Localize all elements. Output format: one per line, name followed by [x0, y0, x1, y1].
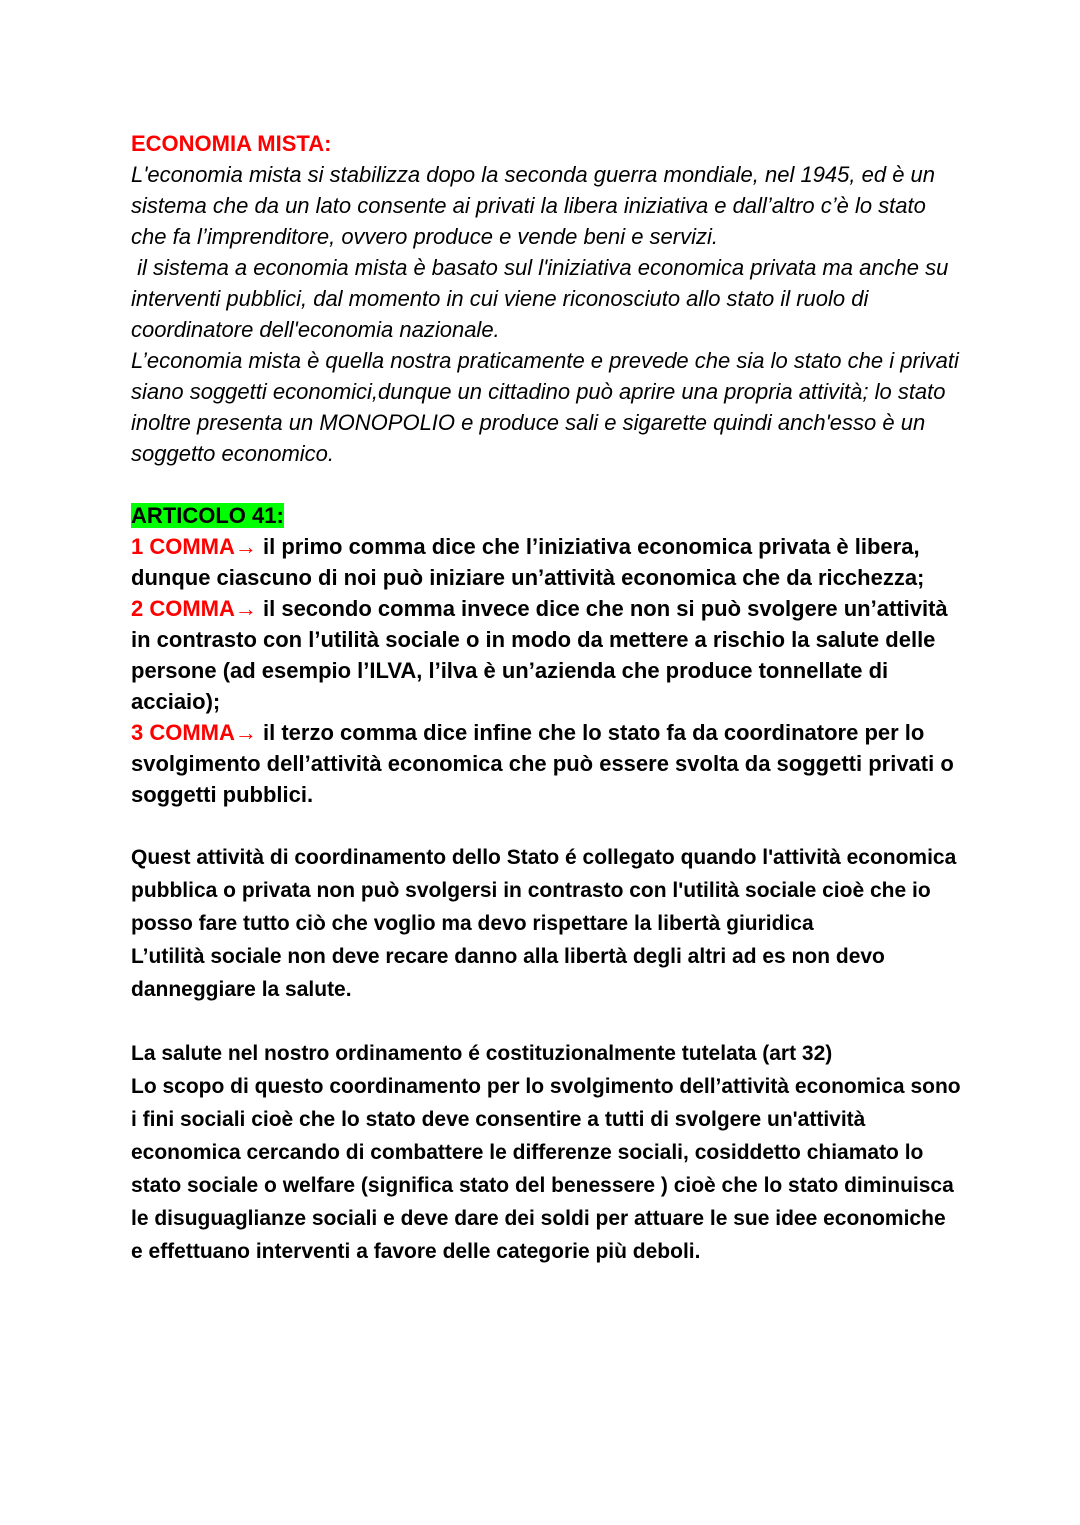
articolo-41-heading: ARTICOLO 41:	[131, 503, 284, 528]
section-economia-mista	[131, 128, 961, 469]
comma-3-label: 3 COMMA→	[131, 720, 257, 745]
section-articolo-41	[131, 500, 961, 810]
articolo-heading-wrapper	[131, 500, 961, 531]
comma-1-text: il primo comma dice che l’iniziativa economica privata è libera, dunque ciascuno di noi può iniziare un’attività economica che da ricchezza;	[131, 534, 925, 590]
section-salute	[131, 1037, 961, 1268]
comma-3-text: il terzo comma dice infine che lo stato fa da coordinatore per lo svolgimento dell’attività economica che può essere svolta da soggetti privati o soggetti pubblici.	[131, 720, 954, 807]
comma-1	[131, 531, 961, 593]
comma-3	[131, 717, 961, 810]
comma-2-text: il secondo comma invece dice che non si può svolgere un’attività in contrasto con l’utilità sociale o in modo da mettere a rischio la salute delle persone (ad esempio l’ILVA, l’ilva è un’azienda che produce tonnellate di acciaio);	[131, 596, 948, 714]
coordinamento-paragraph-2: L’utilità sociale non deve recare danno alla libertà degli altri ad es non devo danneggiare la salute.	[131, 945, 885, 1001]
coordinamento-paragraph-1: Quest attività di coordinamento dello Stato é collegato quando l'attività economica pubblica o privata non può svolgersi in contrasto con l'utilità sociale cioè che io posso fare tutto ciò che voglio ma devo rispettare la libertà giuridica	[131, 846, 957, 935]
economia-mista-heading: ECONOMIA MISTA:	[131, 131, 332, 156]
comma-2-label: 2 COMMA→	[131, 596, 257, 621]
economia-mista-paragraph-3: L’economia mista è quella nostra praticamente e prevede che sia lo stato che i privati siano soggetti economici,dunque un cittadino può aprire una propria attività; lo stato inoltre presenta un MONOPOLIO e produce sali e sigarette quindi anch'esso è un soggetto economico.	[131, 348, 959, 466]
document-page	[131, 128, 961, 1268]
salute-paragraph-2: Lo scopo di questo coordinamento per lo svolgimento dell’attività economica sono i fini sociali cioè che lo stato deve consentire a tutti di svolgere un'attività economica cercando di combattere le differenze sociali, cosiddetto chiamato lo stato sociale o welfare (significa stato del benessere ) cioè che lo stato diminuisca le disuguaglianze sociali e deve dare dei soldi per attuare le sue idee economiche e effettuano interventi a favore delle categorie più deboli.	[131, 1075, 961, 1263]
comma-2	[131, 593, 961, 717]
section-coordinamento	[131, 841, 961, 1006]
comma-1-label: 1 COMMA→	[131, 534, 257, 559]
salute-paragraph-1: La salute nel nostro ordinamento é costituzionalmente tutelata (art 32)	[131, 1042, 833, 1065]
economia-mista-paragraph-2: il sistema a economia mista è basato sul l'iniziativa economica privata ma anche su interventi pubblici, dal momento in cui viene riconosciuto allo stato il ruolo di coordinatore dell'economia nazionale.	[131, 255, 955, 342]
economia-mista-paragraph-1: L'economia mista si stabilizza dopo la seconda guerra mondiale, nel 1945, ed è un sistema che da un lato consente ai privati la libera iniziativa e dall’altro c’è lo stato che fa l’imprenditore, ovvero produce e vende beni e servizi.	[131, 162, 936, 249]
